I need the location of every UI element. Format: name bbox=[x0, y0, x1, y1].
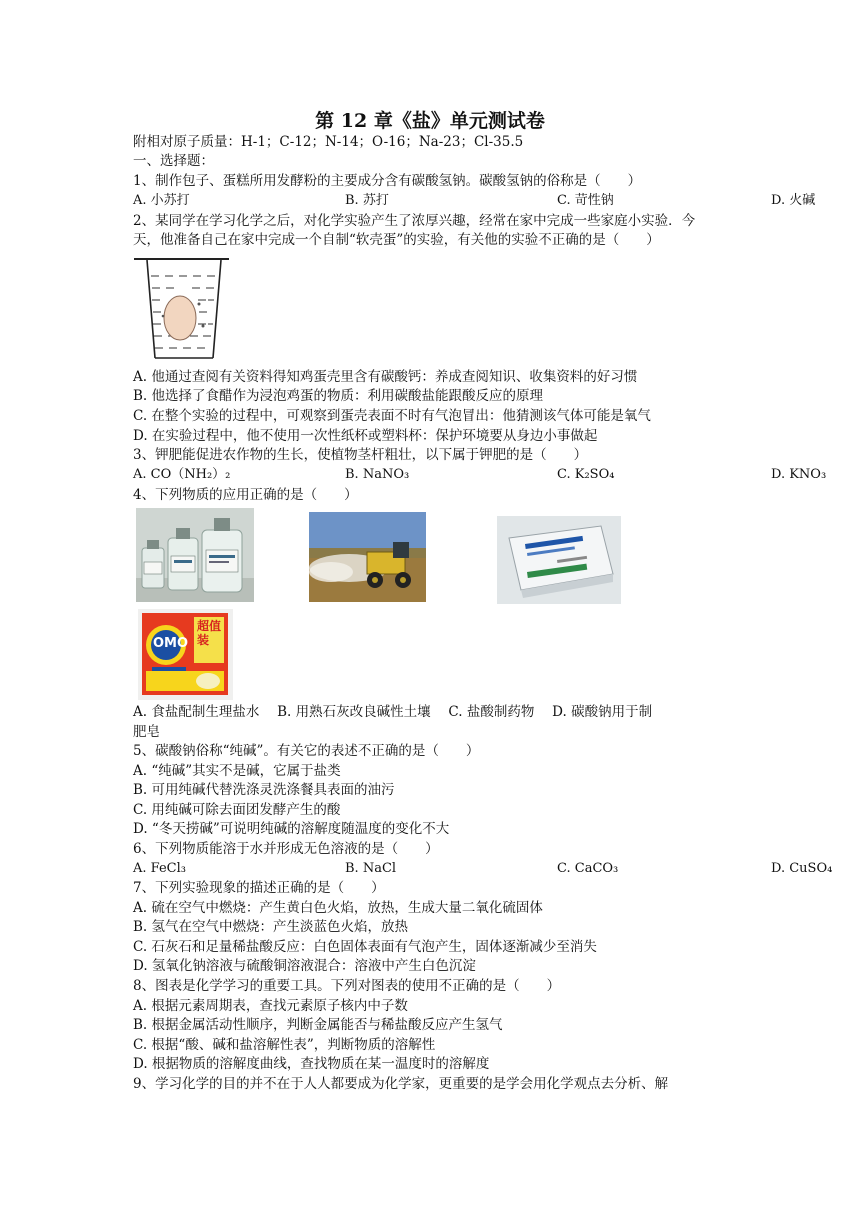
beaker-egg-illustration bbox=[133, 256, 233, 364]
q1-option-b: B. 苏打 bbox=[345, 193, 389, 208]
q1-option-a: A. 小苏打 bbox=[133, 193, 190, 208]
q4-options-line2: 肥皂 bbox=[133, 724, 160, 740]
q5-stem: 5、碳酸钠俗称“纯碱”。有关它的表述不正确的是（ ） bbox=[133, 743, 480, 759]
q2-option-a: A. 他通过查阅有关资料得知鸡蛋壳里含有碳酸钙：养成查阅知识、收集资料的好习惯 bbox=[133, 369, 638, 385]
q3-option-a: A. CO（NH₂）₂ bbox=[133, 467, 231, 482]
section-heading: 一、选择题： bbox=[133, 153, 214, 169]
q1-stem: 1、制作包子、蛋糕所用发酵粉的主要成分含有碳酸氢钠。碳酸氢钠的俗称是（ ） bbox=[133, 173, 642, 189]
atomic-mass-line: 附相对原子质量：H-1；C-12；N-14；O-16；Na-23；Cl-35.5 bbox=[133, 134, 524, 150]
detergent-promo-text: 超值装 bbox=[197, 619, 222, 647]
q6-option-a: A. FeCl₃ bbox=[133, 861, 186, 876]
q1-option-c: C. 苛性钠 bbox=[557, 193, 614, 208]
q6-option-b: B. NaCl bbox=[345, 861, 397, 876]
q6-option-c: C. CaCO₃ bbox=[557, 861, 619, 876]
q9-stem: 9、学习化学的目的并不在于人人都要成为化学家，更重要的是学会用化学观点去分析、解 bbox=[133, 1076, 669, 1092]
q2-option-c: C. 在整个实验的过程中，可观察到蛋壳表面不时有气泡冒出：他猜测该气体可能是氧气 bbox=[133, 408, 651, 424]
q2-stem-line1: 2、某同学在学习化学之后，对化学实验产生了浓厚兴趣，经常在家中完成一些家庭小实验．今 bbox=[133, 213, 696, 229]
q2-stem-line2: 天，他准备自己在家中完成一个自制“软壳蛋”的实验，有关他的实验不正确的是（ ） bbox=[133, 232, 660, 248]
detergent-brand-text: OMO bbox=[153, 636, 189, 651]
q8-stem: 8、图表是化学学习的重要工具。下列对图表的使用不正确的是（ ） bbox=[133, 978, 561, 994]
detergent-box-photo bbox=[138, 609, 233, 700]
q2-option-b: B. 他选择了食醋作为浸泡鸡蛋的物质：利用碳酸盐能跟酸反应的原理 bbox=[133, 388, 544, 404]
q5-option-d: D. “冬天捞碱”可说明纯碱的溶解度随温度的变化不大 bbox=[133, 821, 450, 837]
q1-option-d: D. 火碱 bbox=[771, 193, 816, 208]
q6-option-d: D. CuSO₄ bbox=[771, 861, 833, 876]
q4-stem: 4、下列物质的应用正确的是（ ） bbox=[133, 487, 358, 503]
medicine-box-photo bbox=[497, 516, 621, 604]
saline-bottles-photo bbox=[136, 508, 254, 602]
q3-option-b: B. NaNO₃ bbox=[345, 467, 410, 482]
q8-option-d: D. 根据物质的溶解度曲线，查找物质在某一温度时的溶解度 bbox=[133, 1056, 490, 1072]
q8-option-c: C. 根据“酸、碱和盐溶解性表”，判断物质的溶解性 bbox=[133, 1037, 436, 1053]
q7-stem: 7、下列实验现象的描述正确的是（ ） bbox=[133, 880, 385, 896]
q5-option-a: A. “纯碱”其实不是碱，它属于盐类 bbox=[133, 763, 341, 779]
q7-option-b: B. 氢气在空气中燃烧：产生淡蓝色火焰，放热 bbox=[133, 919, 409, 935]
q5-option-c: C. 用纯碱可除去面团发酵产生的酸 bbox=[133, 802, 341, 818]
q3-stem: 3、钾肥能促进农作物的生长，使植物茎杆粗壮，以下属于钾肥的是（ ） bbox=[133, 447, 588, 463]
q3-option-c: C. K₂SO₄ bbox=[557, 467, 615, 482]
page-title: 第 12 章《盐》单元测试卷 bbox=[315, 110, 545, 132]
q7-option-c: C. 石灰石和足量稀盐酸反应：白色固体表面有气泡产生，固体逐渐减少至消失 bbox=[133, 939, 597, 955]
q2-option-d: D. 在实验过程中，他不使用一次性纸杯或塑料杯：保护环境要从身边小事做起 bbox=[133, 428, 598, 444]
tractor-field-photo bbox=[309, 512, 426, 602]
q6-stem: 6、下列物质能溶于水并形成无色溶液的是（ ） bbox=[133, 841, 439, 857]
q8-option-b: B. 根据金属活动性顺序，判断金属能否与稀盐酸反应产生氢气 bbox=[133, 1017, 503, 1033]
q4-options-line1: A. 食盐配制生理盐水 B. 用熟石灰改良碱性土壤 C. 盐酸制药物 D. 碳酸钠用于制 bbox=[133, 704, 653, 720]
q7-option-d: D. 氢氧化钠溶液与硫酸铜溶液混合：溶液中产生白色沉淀 bbox=[133, 958, 476, 974]
q3-option-d: D. KNO₃ bbox=[771, 467, 827, 482]
q5-option-b: B. 可用纯碱代替洗涤灵洗涤餐具表面的油污 bbox=[133, 782, 395, 798]
q7-option-a: A. 硫在空气中燃烧：产生黄白色火焰，放热，生成大量二氧化硫固体 bbox=[133, 900, 543, 916]
q8-option-a: A. 根据元素周期表，查找元素原子核内中子数 bbox=[133, 998, 408, 1014]
